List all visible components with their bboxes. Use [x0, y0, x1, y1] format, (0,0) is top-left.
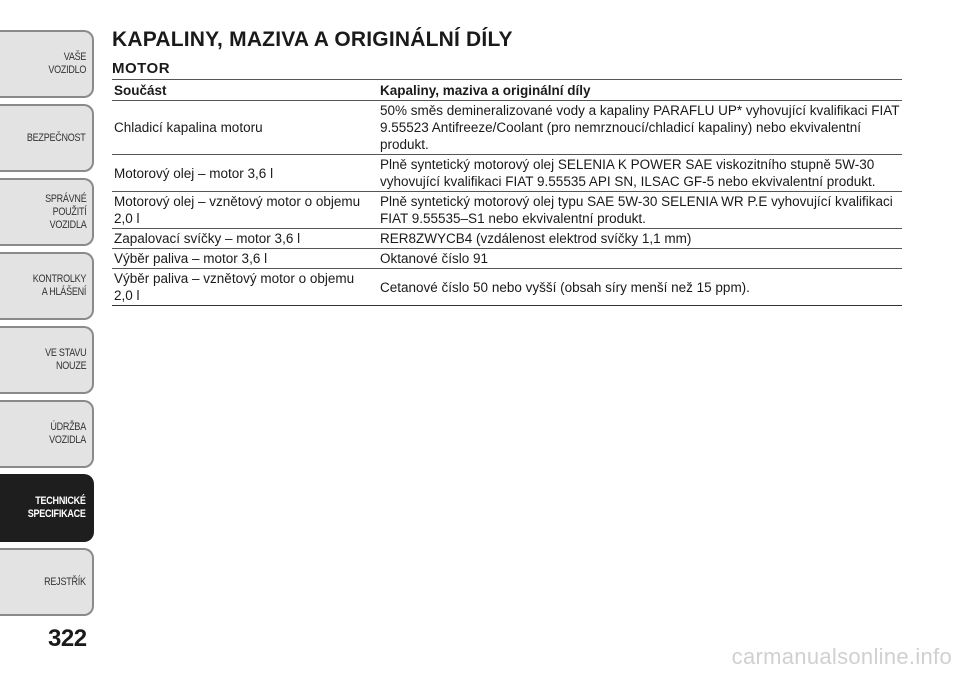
table-cell: Plně syntetický motorový olej SELENIA K POWER SAE viskozitního stupně 5W-30 vyhovující kvalifikaci FIAT 9.55535 API SN, ILSAC GF-5 nebo ekvivalentní produkt.	[378, 155, 902, 192]
tab-label: TECHNICKÉ SPECIFIKACE	[28, 495, 86, 520]
tab-label: VAŠE VOZIDLO	[48, 51, 86, 76]
tab-label: KONTROLKY A HLÁŠENÍ	[32, 273, 86, 298]
tab-label: BEZPEČNOST	[27, 131, 86, 144]
table-row	[112, 155, 902, 192]
watermark: carmanualsonline.info	[731, 644, 952, 669]
table-cell: Plně syntetický motorový olej typu SAE 5W-30 SELENIA WR P.E vyhovující kvalifikaci FIAT 9.55535–S1 nebo ekvivalentní produkt.	[378, 192, 902, 229]
table-row	[112, 229, 902, 249]
column-header: Součást	[112, 80, 378, 101]
tab-ve-stavu-nouze[interactable]	[0, 326, 94, 394]
tab-label: REJSTŘÍK	[44, 575, 86, 588]
tab-spravne-pouziti[interactable]	[0, 178, 94, 246]
tab-label: ÚDRŽBA VOZIDLA	[49, 421, 86, 446]
table-row	[112, 249, 902, 269]
table-cell: Chladicí kapalina motoru	[112, 101, 378, 155]
table-header-row	[112, 80, 902, 101]
column-header: Kapaliny, maziva a originální díly	[378, 80, 902, 101]
table-cell: 50% směs demineralizované vody a kapaliny PARAFLU UP* vyhovující kvalifikaci FIAT 9.55523 Antifreeze/Coolant (pro nemrznoucí/chladicí kapaliny) nebo ekvivalentní produkt.	[378, 101, 902, 155]
table-row	[112, 269, 902, 306]
table-cell: Výběr paliva – motor 3,6 l	[112, 249, 378, 269]
tab-kontrolky[interactable]	[0, 252, 94, 320]
table-cell: Cetanové číslo 50 nebo vyšší (obsah síry menší než 15 ppm).	[378, 269, 902, 306]
tab-udrzba[interactable]	[0, 400, 94, 468]
table-cell: RER8ZWYCB4 (vzdálenost elektrod svíčky 1,1 mm)	[378, 229, 902, 249]
main-content	[112, 28, 904, 306]
tab-label: VE STAVU NOUZE	[44, 347, 86, 372]
fluids-table	[112, 79, 902, 306]
table-cell: Výběr paliva – vznětový motor o objemu 2,0 l	[112, 269, 378, 306]
table-cell: Motorový olej – motor 3,6 l	[112, 155, 378, 192]
page-title: KAPALINY, MAZIVA A ORIGINÁLNÍ DÍLY	[112, 28, 513, 51]
table-cell: Oktanové číslo 91	[378, 249, 902, 269]
tab-bezpecnost[interactable]	[0, 104, 94, 172]
page-number: 322	[48, 625, 87, 652]
table-row	[112, 192, 902, 229]
table-cell: Zapalovací svíčky – motor 3,6 l	[112, 229, 378, 249]
tab-label: SPRÁVNÉ POUŽITÍ VOZIDLA	[44, 192, 86, 231]
table-row	[112, 101, 902, 155]
tab-technicke-specifikace[interactable]	[0, 474, 94, 542]
tab-rejstrik[interactable]	[0, 548, 94, 616]
section-title: MOTOR	[112, 60, 171, 77]
tab-vase-vozidlo[interactable]	[0, 30, 94, 98]
table-cell: Motorový olej – vznětový motor o objemu 2,0 l	[112, 192, 378, 229]
